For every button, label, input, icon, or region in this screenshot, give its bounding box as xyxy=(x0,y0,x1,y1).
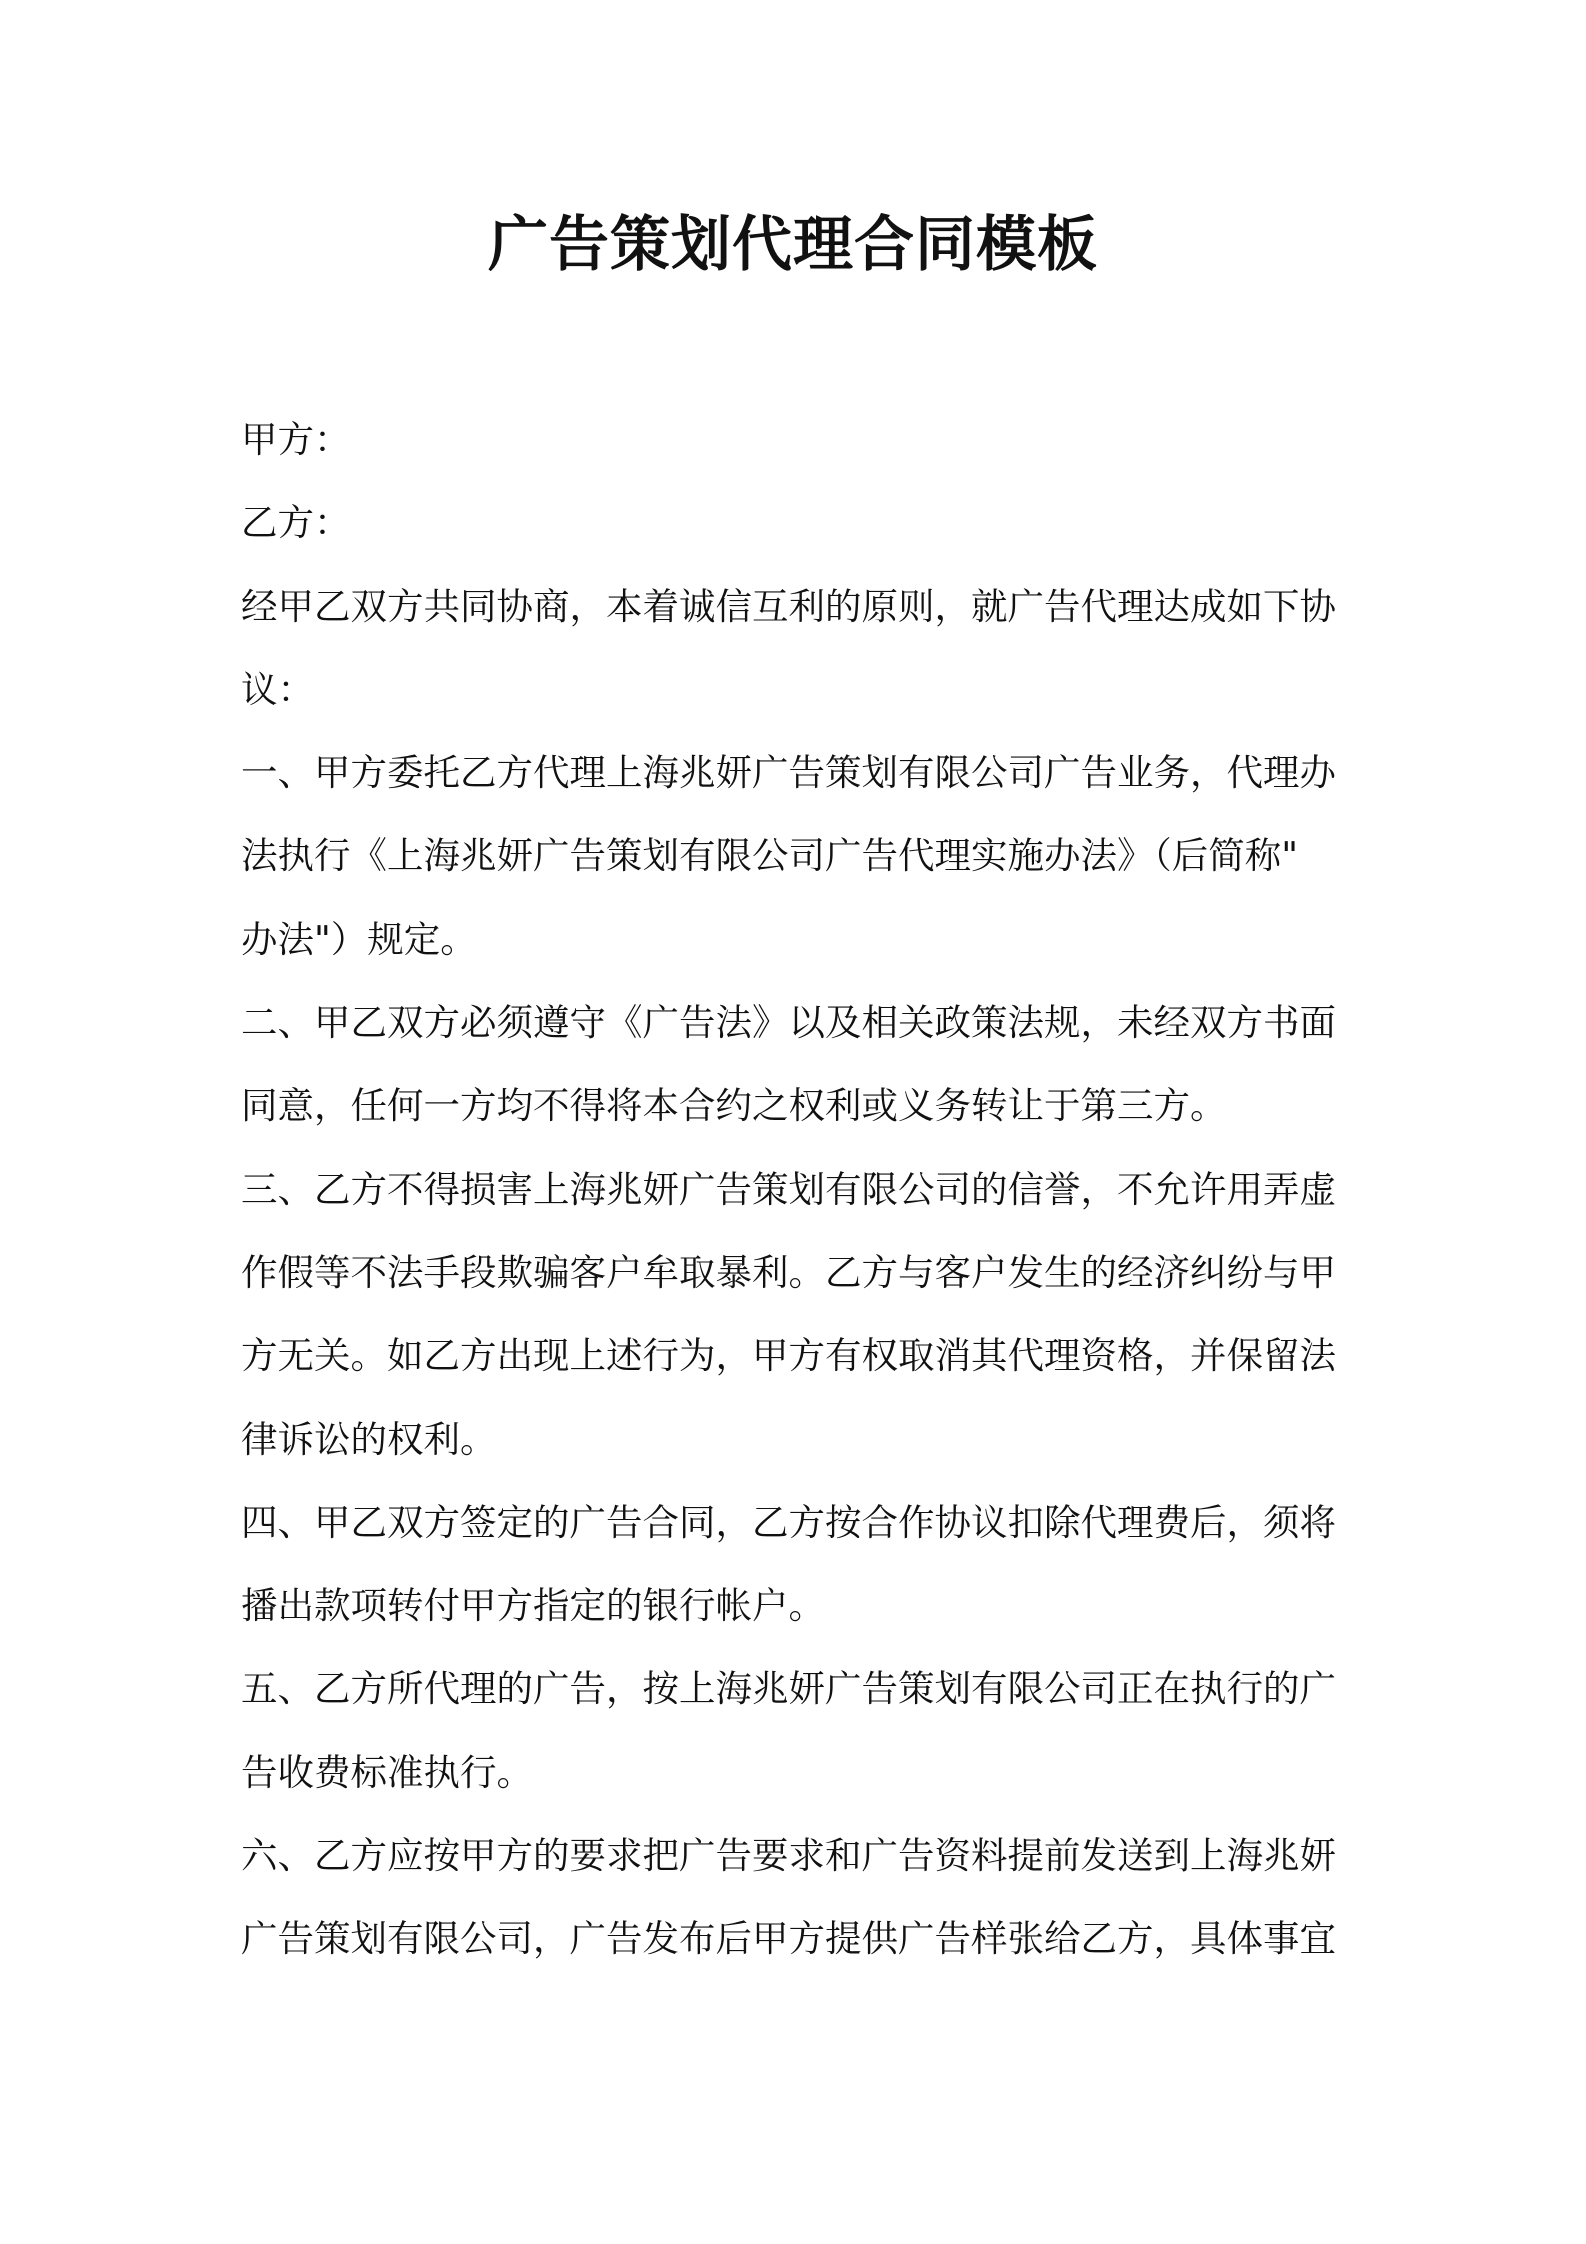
party-b-line: 乙方： xyxy=(241,501,351,545)
clause-4-line-2: 播出款项转付甲方指定的银行帐户。 xyxy=(241,1584,825,1628)
clause-3-line-3: 方无关。如乙方出现上述行为，甲方有权取消其代理资格，并保留法 xyxy=(241,1334,1336,1378)
clause-2-line-1: 二、甲乙双方必须遵守《广告法》以及相关政策法规，未经双方书面 xyxy=(241,1001,1336,1045)
preamble-line-2: 议： xyxy=(241,667,314,711)
clause-2-line-2: 同意，任何一方均不得将本合约之权利或义务转让于第三方。 xyxy=(241,1084,1227,1128)
clause-4-line-1: 四、甲乙双方签定的广告合同，乙方按合作协议扣除代理费后，须将 xyxy=(241,1500,1336,1544)
document-title: 广告策划代理合同模板 xyxy=(488,210,1098,280)
preamble-line-1: 经甲乙双方共同协商，本着诚信互利的原则，就广告代理达成如下协 xyxy=(241,584,1336,628)
clause-5-line-2: 告收费标准执行。 xyxy=(241,1750,533,1794)
clause-6-line-1: 六、乙方应按甲方的要求把广告要求和广告资料提前发送到上海兆妍 xyxy=(241,1834,1336,1878)
clause-1-line-3: 办法"）规定。 xyxy=(241,917,477,961)
party-a-line: 甲方： xyxy=(241,418,351,461)
clause-6-line-2: 广告策划有限公司，广告发布后甲方提供广告样张给乙方，具体事宜 xyxy=(241,1917,1336,1961)
clause-1-line-2: 法执行《上海兆妍广告策划有限公司广告代理实施办法》（后简称" xyxy=(241,834,1299,878)
clause-3-line-1: 三、乙方不得损害上海兆妍广告策划有限公司的信誉，不允许用弄虚 xyxy=(241,1167,1336,1211)
clause-3-line-2: 作假等不法手段欺骗客户牟取暴利。乙方与客户发生的经济纠纷与甲 xyxy=(241,1250,1336,1294)
clause-5-line-1: 五、乙方所代理的广告，按上海兆妍广告策划有限公司正在执行的广 xyxy=(241,1667,1336,1711)
clause-1-line-1: 一、甲方委托乙方代理上海兆妍广告策划有限公司广告业务，代理办 xyxy=(241,751,1336,795)
document-body xyxy=(241,398,1353,1981)
clause-3-line-4: 律诉讼的权利。 xyxy=(241,1417,497,1461)
